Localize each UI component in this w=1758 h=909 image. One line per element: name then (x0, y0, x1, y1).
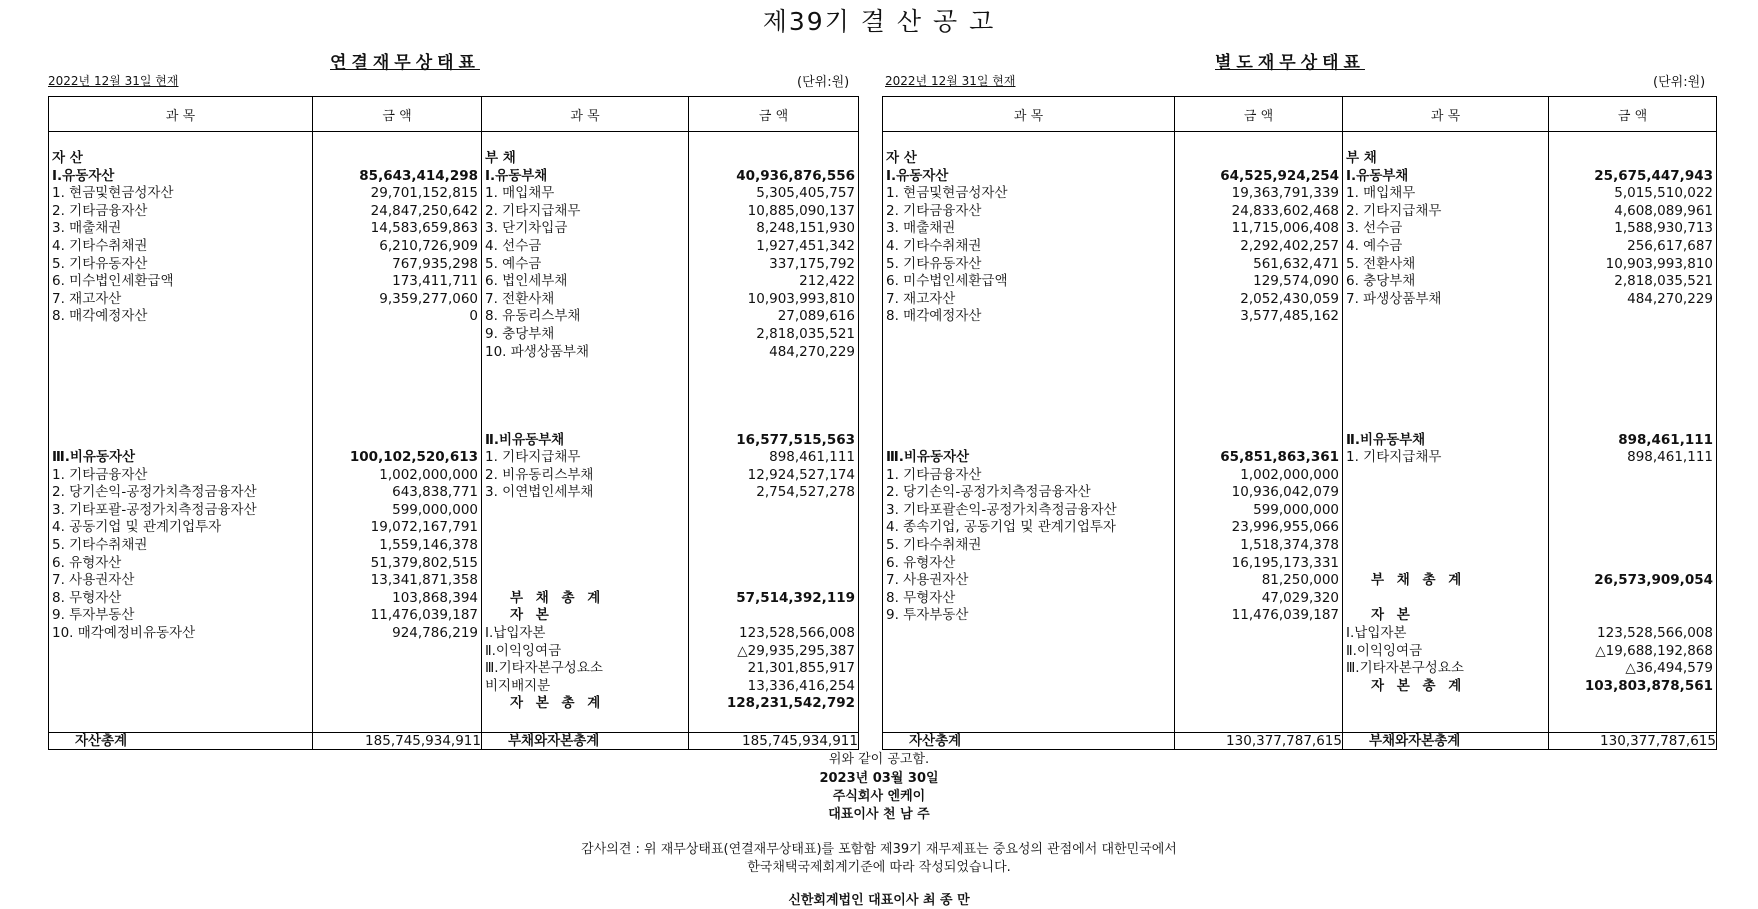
line-item-label: Ⅲ.비유동자산 (52, 449, 136, 466)
separate-balance-sheet (882, 96, 1717, 750)
spacer (482, 572, 688, 590)
line-item-amount: 47,029,320 (1261, 589, 1339, 606)
line-item-amount: 173,411,711 (392, 273, 478, 290)
spacer (49, 432, 312, 450)
spacer (1175, 344, 1342, 362)
line-item-amount: 14,583,659,863 (370, 220, 478, 237)
line-item-amount: 5,015,510,022 (1614, 185, 1713, 202)
line-item-label: 부 채 (485, 150, 516, 166)
spacer (313, 396, 481, 414)
line-item-amount: 123,528,566,008 (739, 625, 855, 642)
separate-unit: (단위:원) (1653, 75, 1706, 90)
spacer (1343, 414, 1548, 432)
line-item-label: 8. 유동리스부채 (485, 308, 581, 325)
line-item-amount: 103,803,878,561 (1584, 677, 1713, 694)
spacer (1343, 326, 1548, 344)
line-item-amount: 12,924,527,174 (747, 466, 855, 483)
line-item-amount: 128,231,542,792 (726, 695, 855, 712)
auditor-signature: 신한회계법인 대표이사 최 종 만 (788, 893, 970, 908)
line-item-label: 1. 기타금융자산 (52, 466, 148, 483)
table-header-row (883, 97, 1717, 132)
line-item-label: 7. 재고자산 (52, 290, 122, 307)
line-item-label: 6. 미수법인세환급액 (52, 273, 174, 290)
spacer (883, 432, 1174, 450)
consolidated-date: 2022년 12월 31일 현재 (48, 74, 179, 88)
line-item-label: 부 채 총 계 (510, 589, 605, 606)
asset-amounts (1175, 132, 1343, 733)
company-name: 주식회사 엔케이 (832, 789, 926, 804)
spacer (883, 379, 1174, 397)
header-item: 과 목 (482, 97, 689, 132)
line-item-label: 2. 기타금융자산 (52, 202, 148, 219)
liability-labels (1343, 132, 1549, 733)
line-item-amount: 256,617,687 (1627, 237, 1713, 254)
spacer (1343, 396, 1548, 414)
notice-date: 2023년 03월 30일 (819, 771, 939, 786)
total-liab-equity-value: 185,745,934,911 (689, 733, 859, 750)
spacer (883, 396, 1174, 414)
line-item-label: 2. 기타지급채무 (1346, 202, 1442, 219)
consolidated-balance-sheet (48, 96, 859, 750)
line-item-label: 1. 매입채무 (1346, 185, 1416, 202)
spacer (1549, 308, 1716, 326)
total-liab-equity-label: 부채와자본총계 (1343, 733, 1549, 750)
spacer (689, 572, 858, 590)
spacer (482, 537, 688, 555)
line-item-label: 3. 기타포괄손익-공정가치측정금융자산 (886, 501, 1117, 518)
spacer (482, 396, 688, 414)
line-item-label: 4. 기타수취채권 (886, 237, 982, 254)
spacer (49, 396, 312, 414)
line-item-label: 6. 미수법인세환급액 (886, 273, 1008, 290)
line-item-amount: 11,715,006,408 (1231, 220, 1339, 237)
line-item-label: 7. 파생상품부채 (1346, 290, 1442, 307)
spacer (1343, 467, 1548, 485)
spacer (1175, 326, 1342, 344)
spacer (883, 344, 1174, 362)
line-item-label: Ⅲ.기타자본구성요소 (485, 660, 603, 677)
line-item-amount: 1,002,000,000 (379, 466, 478, 483)
spacer (313, 432, 481, 450)
consolidated-sheet-title: 연결재무상태표 (330, 53, 480, 73)
line-item-label: 8. 매각예정자산 (52, 308, 148, 325)
line-item-amount: 898,461,111 (769, 449, 855, 466)
spacer (689, 502, 858, 520)
line-item-label: Ⅱ.이익잉여금 (485, 642, 562, 659)
line-item-label: 5. 기타유동자산 (886, 255, 982, 272)
spacer (482, 502, 688, 520)
table-header-row (49, 97, 859, 132)
line-item-amount: 40,936,876,556 (736, 167, 855, 184)
line-item-label: 7. 재고자산 (886, 290, 956, 307)
line-item-amount: 16,195,173,331 (1231, 554, 1339, 571)
spacer (1549, 467, 1716, 485)
spacer (883, 361, 1174, 379)
line-item-label: Ⅰ.유동부채 (485, 167, 548, 184)
total-liab-equity-label: 부채와자본총계 (482, 733, 689, 750)
line-item-label: 자 본 총 계 (510, 695, 605, 712)
line-item-amount: 13,341,871,358 (370, 572, 478, 589)
spacer (1549, 502, 1716, 520)
line-item-amount: 10,885,090,137 (747, 202, 855, 219)
line-item-label: 1. 기타금융자산 (886, 466, 982, 483)
spacer (482, 414, 688, 432)
spacer (482, 361, 688, 379)
spacer (1343, 484, 1548, 502)
line-item-label: 4. 공동기업 및 관계기업투자 (52, 519, 222, 536)
asset-labels (883, 132, 1175, 733)
spacer (1549, 414, 1716, 432)
line-item-label: 자 본 (1371, 607, 1414, 624)
line-item-amount: 5,305,405,757 (756, 185, 855, 202)
line-item-label: 5. 기타수취채권 (886, 537, 982, 554)
notice-text: 위와 같이 공고함. (828, 752, 930, 767)
spacer (1549, 519, 1716, 537)
line-item-label: 1. 현금및현금성자산 (886, 185, 1008, 202)
spacer (1549, 396, 1716, 414)
line-item-label: 5. 예수금 (485, 255, 542, 272)
spacer (883, 326, 1174, 344)
line-item-label: 9. 충당부채 (485, 325, 555, 342)
line-item-label: 자 본 총 계 (1371, 677, 1466, 694)
liability-amounts (689, 132, 859, 733)
total-row (883, 733, 1717, 750)
line-item-label: Ⅰ.유동자산 (52, 167, 115, 184)
spacer (49, 379, 312, 397)
line-item-label: 3. 기타포괄-공정가치측정금융자산 (52, 501, 257, 518)
line-item-amount: 10,903,993,810 (1605, 255, 1713, 272)
line-item-label: Ⅰ.유동부채 (1346, 167, 1409, 184)
line-item-label: 1. 기타지급채무 (1346, 449, 1442, 466)
line-item-label: Ⅰ.납입자본 (485, 625, 546, 642)
header-item: 과 목 (1343, 97, 1549, 132)
line-item-amount: 10,936,042,079 (1231, 484, 1339, 501)
line-item-label: 3. 이연법인세부채 (485, 484, 594, 501)
line-item-amount: 21,301,855,917 (747, 660, 855, 677)
spacer (1549, 590, 1716, 608)
line-item-amount: 924,786,219 (392, 625, 478, 642)
line-item-label: 부 채 총 계 (1371, 572, 1466, 589)
audit-opinion-line2: 한국채택국제회계기준에 따라 작성되었습니다. (747, 860, 1011, 875)
total-assets-label: 자산총계 (49, 733, 313, 750)
header-amount: 금 액 (1549, 97, 1717, 132)
separate-date: 2022년 12월 31일 현재 (885, 74, 1016, 88)
spacer (313, 361, 481, 379)
line-item-label: Ⅱ.비유동부채 (485, 431, 565, 448)
line-item-amount: 24,833,602,468 (1231, 202, 1339, 219)
line-item-amount: 2,754,527,278 (756, 484, 855, 501)
line-item-label: 5. 기타유동자산 (52, 255, 148, 272)
spacer (1549, 361, 1716, 379)
line-item-amount: 103,868,394 (392, 589, 478, 606)
line-item-label: 8. 무형자산 (52, 589, 122, 606)
line-item-label: 자 산 (52, 150, 83, 166)
line-item-amount: 11,476,039,187 (1231, 607, 1339, 624)
spacer (1175, 361, 1342, 379)
line-item-amount: 64,525,924,254 (1220, 167, 1339, 184)
line-item-label: 6. 법인세부채 (485, 273, 568, 290)
line-item-amount: 29,701,152,815 (370, 185, 478, 202)
line-item-amount: 16,577,515,563 (736, 431, 855, 448)
spacer (49, 361, 312, 379)
line-item-label: 2. 기타지급채무 (485, 202, 581, 219)
asset-amounts (313, 132, 482, 733)
asset-labels (49, 132, 313, 733)
line-item-label: 9. 투자부동산 (886, 607, 969, 624)
line-item-amount: 65,851,863,361 (1220, 449, 1339, 466)
line-item-amount (1175, 150, 1342, 168)
line-item-amount: 51,379,802,515 (370, 554, 478, 571)
spacer (1343, 344, 1548, 362)
line-item-amount: 898,461,111 (1618, 431, 1713, 448)
line-item-amount (1549, 607, 1716, 625)
line-item-label: 7. 사용권자산 (52, 572, 135, 589)
spacer (1549, 326, 1716, 344)
line-item-label: 2. 비유동리스부채 (485, 466, 594, 483)
line-item-label: 4. 예수금 (1346, 237, 1403, 254)
line-item-amount: 1,927,451,342 (756, 237, 855, 254)
line-item-label: 2. 당기손익-공정가치측정금융자산 (886, 484, 1091, 501)
line-item-amount: 19,072,167,791 (370, 519, 478, 536)
header-amount: 금 액 (313, 97, 482, 132)
spacer (482, 519, 688, 537)
line-item-amount: 643,838,771 (392, 484, 478, 501)
line-item-amount: 123,528,566,008 (1597, 625, 1713, 642)
spacer (1343, 537, 1548, 555)
line-item-amount: 2,818,035,521 (1614, 273, 1713, 290)
line-item-label: Ⅰ.납입자본 (1346, 625, 1407, 642)
page-title: 제39기 결 산 공 고 (762, 7, 996, 36)
line-item-amount: 23,996,955,066 (1231, 519, 1339, 536)
line-item-amount: △29,935,295,387 (737, 642, 855, 659)
line-item-label: 2. 기타금융자산 (886, 202, 982, 219)
line-item-label: 1. 현금및현금성자산 (52, 185, 174, 202)
line-item-amount (1549, 150, 1716, 168)
spacer (482, 379, 688, 397)
spacer (49, 326, 312, 344)
line-item-amount (689, 150, 858, 168)
spacer (883, 414, 1174, 432)
line-item-amount: 1,588,930,713 (1614, 220, 1713, 237)
spacer (1343, 590, 1548, 608)
line-item-amount: 212,422 (799, 273, 855, 290)
total-assets-value: 185,745,934,911 (313, 733, 482, 750)
spacer (1175, 396, 1342, 414)
spacer (1549, 344, 1716, 362)
total-liab-equity-value: 130,377,787,615 (1549, 733, 1717, 750)
line-item-label: 5. 기타수취채권 (52, 537, 148, 554)
line-item-label: 부 채 (1346, 150, 1377, 166)
line-item-label: 8. 무형자산 (886, 589, 956, 606)
total-row (49, 733, 859, 750)
line-item-amount: 13,336,416,254 (747, 677, 855, 694)
consolidated-unit: (단위:원) (797, 75, 850, 90)
line-item-amount: 2,052,430,059 (1240, 290, 1339, 307)
line-item-label: 2. 당기손익-공정가치측정금융자산 (52, 484, 257, 501)
total-assets-label: 자산총계 (883, 733, 1175, 750)
line-item-label: 1. 기타지급채무 (485, 449, 581, 466)
separate-sheet-title: 별도재무상태표 (1215, 53, 1365, 73)
spacer (689, 414, 858, 432)
spacer (49, 344, 312, 362)
line-item-label: 자 산 (886, 150, 917, 166)
line-item-amount: 337,175,792 (769, 255, 855, 272)
line-item-amount: 85,643,414,298 (359, 167, 478, 184)
line-item-label: Ⅰ.유동자산 (886, 167, 949, 184)
spacer (689, 555, 858, 573)
line-item-label: 9. 투자부동산 (52, 607, 135, 624)
spacer (1343, 361, 1548, 379)
line-item-amount: 599,000,000 (392, 501, 478, 518)
line-item-amount: 27,089,616 (777, 308, 855, 325)
spacer (1175, 379, 1342, 397)
line-item-amount: 599,000,000 (1253, 501, 1339, 518)
line-item-label: 10. 파생상품부채 (485, 343, 590, 360)
spacer (313, 379, 481, 397)
line-item-amount: 767,935,298 (392, 255, 478, 272)
line-item-amount: 1,559,146,378 (379, 537, 478, 554)
spacer (482, 555, 688, 573)
line-item-label: Ⅲ.기타자본구성요소 (1346, 660, 1464, 677)
line-item-amount: 2,818,035,521 (756, 325, 855, 342)
spacer (689, 519, 858, 537)
spacer (1343, 379, 1548, 397)
line-item-amount: 129,574,090 (1253, 273, 1339, 290)
line-item-amount: 100,102,520,613 (349, 449, 478, 466)
line-item-label: Ⅱ.비유동부채 (1346, 431, 1426, 448)
line-item-amount: 0 (469, 308, 478, 325)
audit-opinion-line1: 감사의견 : 위 재무상태표(연결재무상태표)를 포함함 제39기 재무제표는 중요성의 관점에서 대한민국에서 (581, 842, 1177, 857)
line-item-amount: 9,359,277,060 (379, 290, 478, 307)
line-item-amount: △19,688,192,868 (1595, 642, 1713, 659)
line-item-label: 1. 매입채무 (485, 185, 555, 202)
line-item-amount (689, 607, 858, 625)
spacer (313, 326, 481, 344)
line-item-amount: 81,250,000 (1261, 572, 1339, 589)
line-item-label: 비지배지분 (485, 677, 551, 694)
spacer (689, 537, 858, 555)
line-item-amount: 24,847,250,642 (370, 202, 478, 219)
line-item-label: 6. 충당부채 (1346, 273, 1416, 290)
line-item-amount: 6,210,726,909 (379, 237, 478, 254)
line-item-amount: 3,577,485,162 (1240, 308, 1339, 325)
line-item-amount (313, 150, 481, 168)
line-item-label: 3. 매출채권 (52, 220, 122, 237)
line-item-amount: 8,248,151,930 (756, 220, 855, 237)
line-item-label: 10. 매각예정비유동자산 (52, 625, 196, 642)
spacer (689, 396, 858, 414)
spacer (1549, 555, 1716, 573)
line-item-label: 4. 종속기업, 공동기업 및 관계기업투자 (886, 519, 1116, 536)
line-item-amount: 484,270,229 (1627, 290, 1713, 307)
spacer (1175, 432, 1342, 450)
spacer (689, 361, 858, 379)
line-item-label: 8. 매각예정자산 (886, 308, 982, 325)
line-item-label: Ⅱ.이익잉여금 (1346, 642, 1423, 659)
line-item-amount: 19,363,791,339 (1231, 185, 1339, 202)
line-item-label: 6. 유형자산 (52, 554, 122, 571)
liability-labels (482, 132, 689, 733)
line-item-amount: 561,632,471 (1253, 255, 1339, 272)
line-item-amount: 484,270,229 (769, 343, 855, 360)
spacer (1343, 555, 1548, 573)
line-item-amount: 57,514,392,119 (736, 589, 855, 606)
line-item-amount: 2,292,402,257 (1240, 237, 1339, 254)
ceo-name: 대표이사 천 남 주 (828, 807, 930, 822)
line-item-label: 4. 기타수취채권 (52, 237, 148, 254)
spacer (1549, 484, 1716, 502)
line-item-label: 6. 유형자산 (886, 554, 956, 571)
line-item-amount: 11,476,039,187 (370, 607, 478, 624)
header-amount: 금 액 (1175, 97, 1343, 132)
spacer (1549, 379, 1716, 397)
header-item: 과 목 (883, 97, 1175, 132)
spacer (1343, 519, 1548, 537)
line-item-label: 4. 선수금 (485, 237, 542, 254)
total-assets-value: 130,377,787,615 (1175, 733, 1343, 750)
line-item-label: 3. 매출채권 (886, 220, 956, 237)
line-item-label: Ⅲ.비유동자산 (886, 449, 970, 466)
line-item-label: 자 본 (510, 607, 553, 624)
spacer (313, 414, 481, 432)
spacer (1343, 308, 1548, 326)
spacer (1343, 502, 1548, 520)
line-item-label: 5. 전환사채 (1346, 255, 1416, 272)
line-item-amount: 10,903,993,810 (747, 290, 855, 307)
line-item-amount: 1,002,000,000 (1240, 466, 1339, 483)
line-item-label: 3. 단기차입금 (485, 220, 568, 237)
line-item-amount: 26,573,909,054 (1594, 572, 1713, 589)
line-item-label: 7. 전환사채 (485, 290, 555, 307)
line-item-amount: △36,494,579 (1625, 660, 1713, 677)
spacer (1175, 414, 1342, 432)
line-item-label: 3. 선수금 (1346, 220, 1403, 237)
line-item-amount: 4,608,089,961 (1614, 202, 1713, 219)
spacer (49, 414, 312, 432)
line-item-amount: 25,675,447,943 (1594, 167, 1713, 184)
spacer (313, 344, 481, 362)
header-amount: 금 액 (689, 97, 859, 132)
line-item-amount: 1,518,374,378 (1240, 537, 1339, 554)
spacer (689, 379, 858, 397)
line-item-label: 7. 사용권자산 (886, 572, 969, 589)
spacer (1549, 537, 1716, 555)
liability-amounts (1549, 132, 1717, 733)
line-item-amount: 898,461,111 (1627, 449, 1713, 466)
header-item: 과 목 (49, 97, 313, 132)
